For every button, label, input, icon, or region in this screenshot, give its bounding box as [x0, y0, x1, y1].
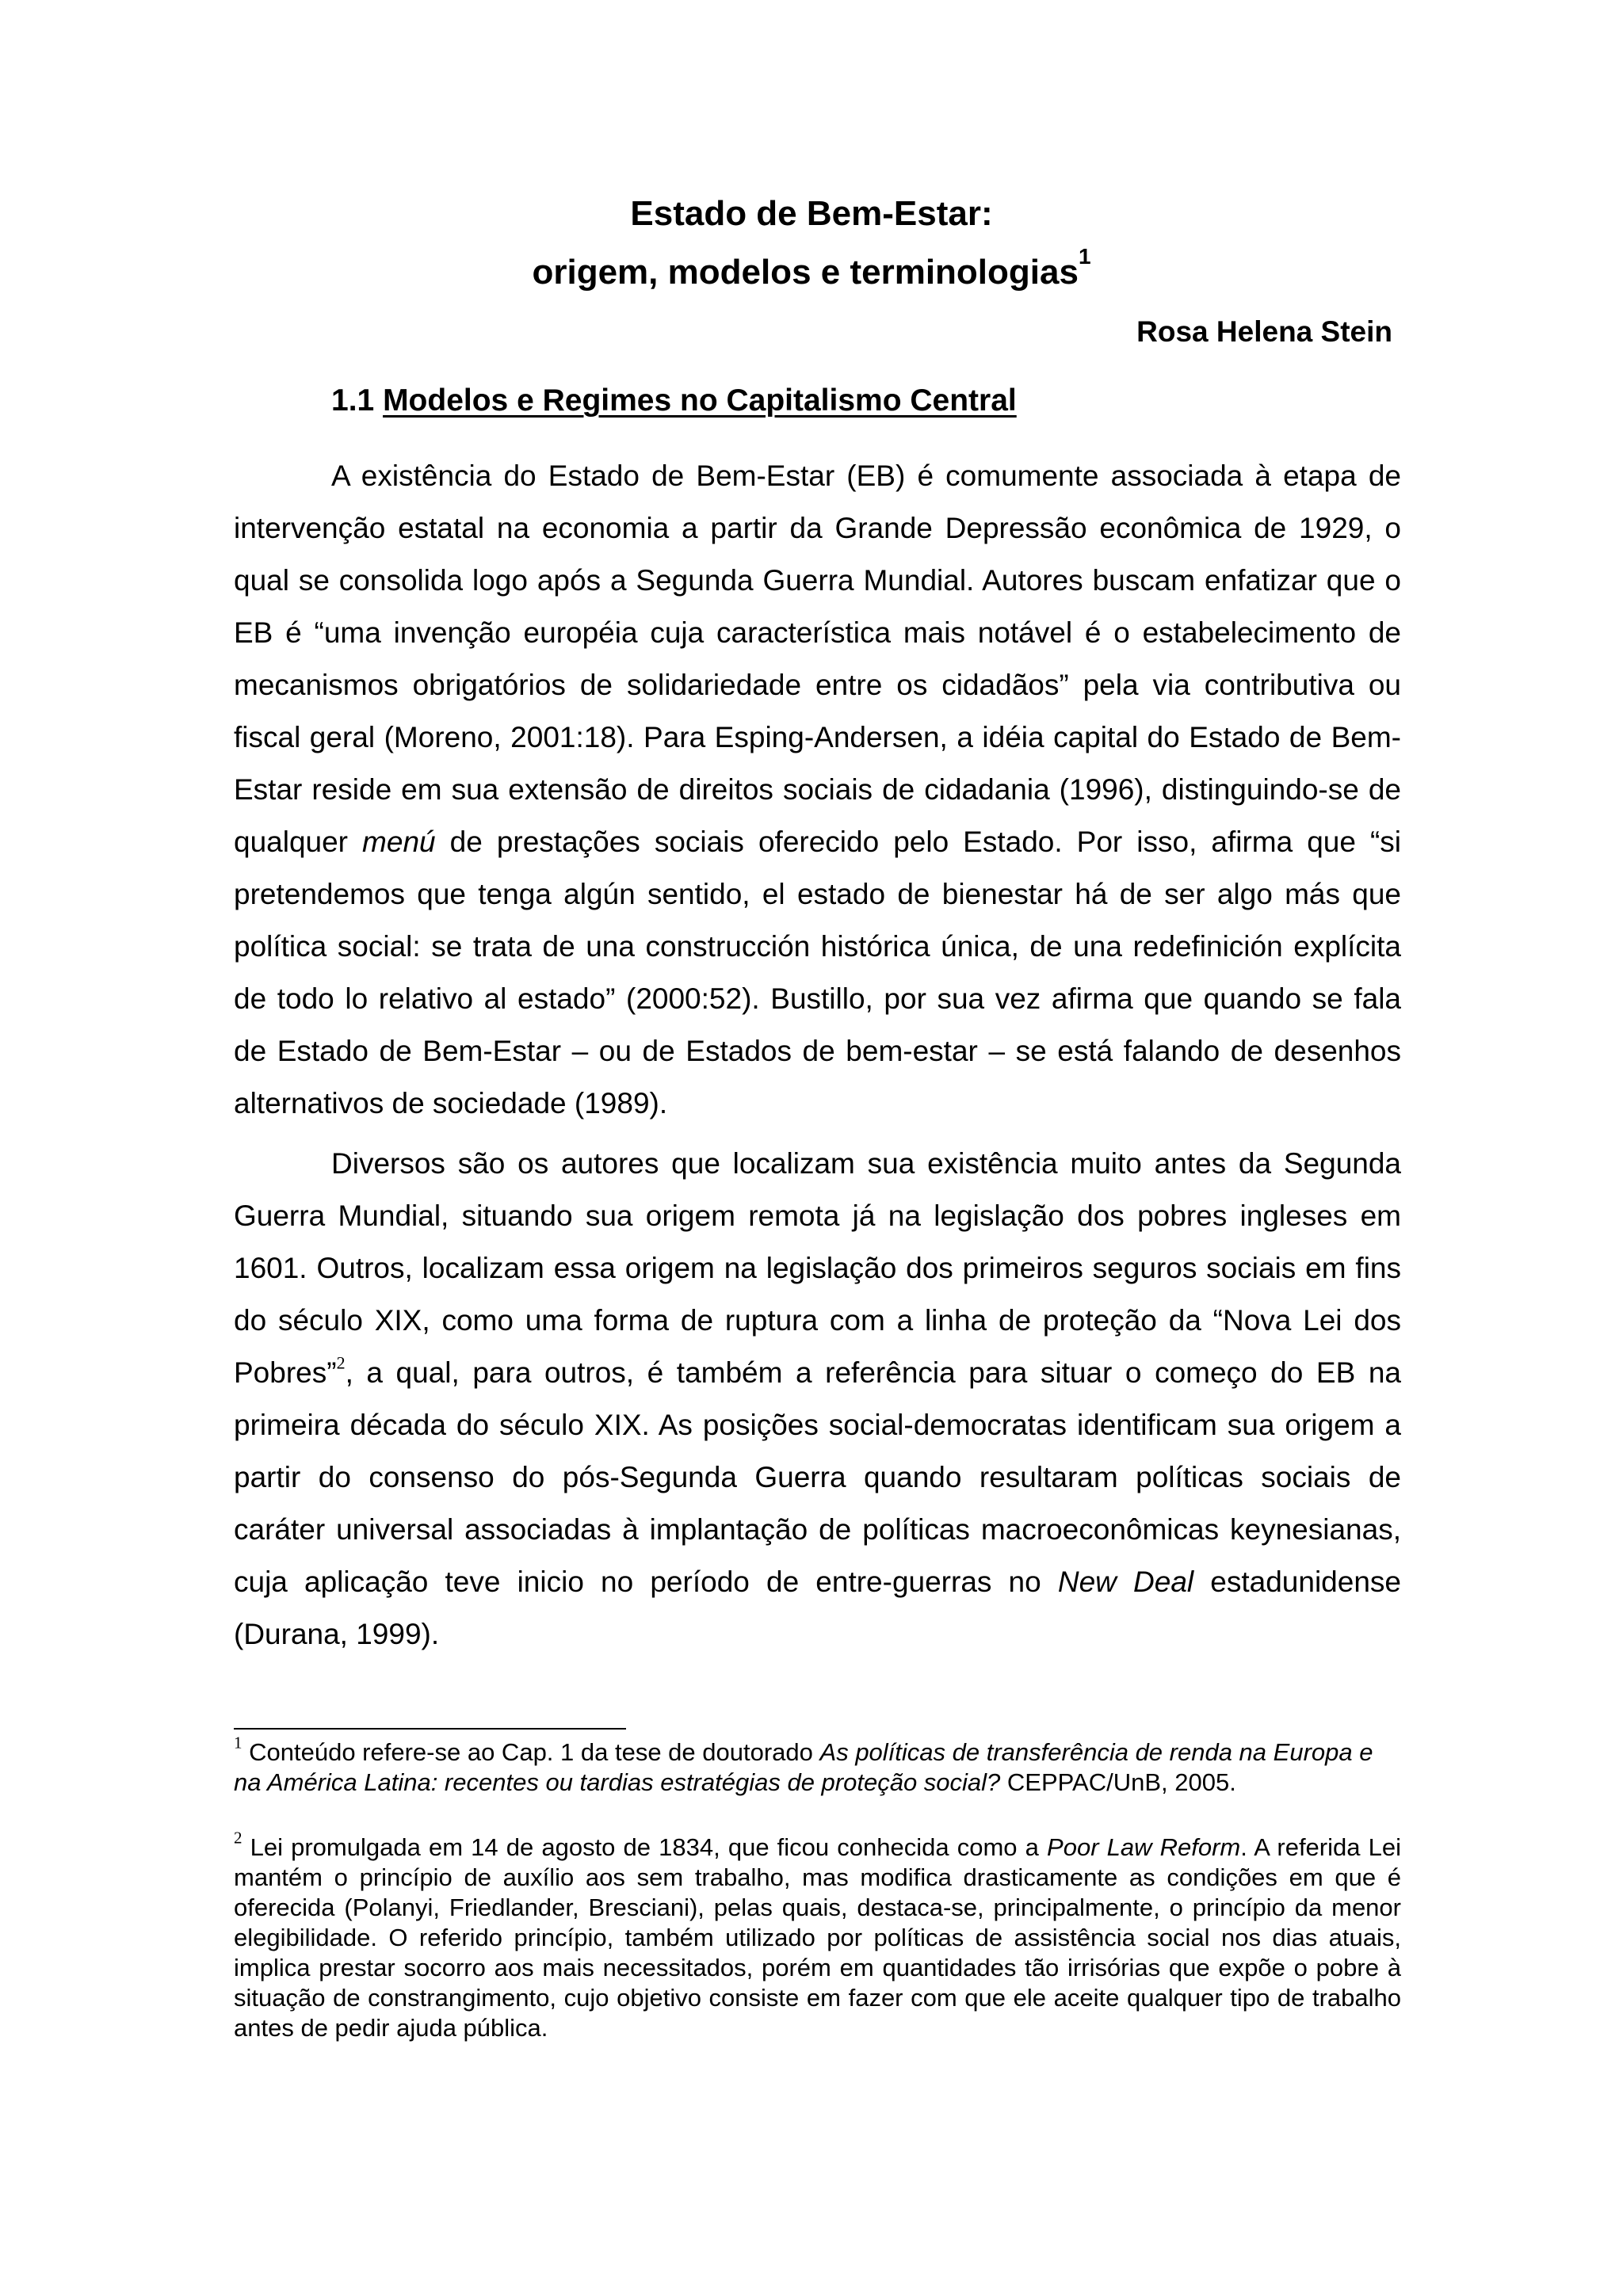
paragraph-1-text-b: de prestações sociais oferecido pelo Estado. Por isso, afirma que “si pretendemos que tenga algún sentido, el estado de bienestar há de ser algo más que política social: se trata de una construcción histórica única, de una redefinición explícita de todo lo relativo al estado” (2000:52). Bustillo, por sua vez afirma que quando se fala de Estado de Bem-Estar – ou de Estados de bem-estar – se está falando de desenhos alternativos de sociedade (1989). [234, 826, 1402, 1119]
title-line-2 [0, 243, 1623, 296]
paragraph-2-text-a: Diversos são os autores que localizam sua existência muito antes da Segunda Guerra Mundial, situando sua origem remota já na legislação dos pobres ingleses em 1601. Outros, localizam essa origem na legislação dos primeiros seguros sociais em fins do século XIX, como uma forma de ruptura com a linha de proteção da “Nova Lei dos Pobres” [234, 1147, 1401, 1389]
footnote-2-text-a: Lei promulgada em 14 de agosto de 1834, que ficou conhecida como a [250, 1833, 1039, 1861]
paragraph-2-text-c: estadunidense (Durana, 1999). [234, 1566, 1401, 1650]
section-number: 1.1 [331, 383, 375, 418]
footnote-ref-2: 2 [336, 1352, 346, 1373]
footnote-1-number: 1 [234, 1733, 242, 1753]
author-name: Rosa Helena Stein [1136, 315, 1392, 348]
title-line-1-text: Estado de Bem-Estar: [630, 194, 993, 233]
paragraph-1-emphasis: menú [362, 826, 436, 858]
paragraph-2-emphasis: New Deal [1057, 1566, 1194, 1598]
title-line-2-text: origem, modelos e terminologias [532, 253, 1079, 292]
footnote-2 [234, 1828, 1401, 2043]
footnote-1 [234, 1733, 1401, 1798]
paragraph-2-text-b: , a qual, para outros, é também a referência para situar o começo do EB na primeira década do século XIX. As posições social-democratas identificam sua origem a partir do consenso do pós-Segunda Guerra quando resultaram políticas sociais de caráter universal associadas à implantação de políticas macroeconômicas keynesianas, cuja aplicação teve inicio no período de entre-guerras no [234, 1356, 1401, 1598]
footnote-1-text-a: Conteúdo refere-se ao Cap. 1 da tese de doutorado [249, 1738, 813, 1766]
paragraph-1-text-a: A existência do Estado de Bem-Estar (EB) é comumente associada à etapa de intervenção estatal na economia a partir da Grande Depressão econômica de 1929, o qual se consolida logo após a Segunda Guerra Mundial. Autores buscam enfatizar que o EB é “uma invenção européia cuja característica mais notável é o estabelecimento de mecanismos obrigatórios de solidariedade entre os cidadãos” pela via contributiva ou fiscal geral (Moreno, 2001:18). Para Esping-Andersen, a idéia capital do Estado de Bem-Estar reside em sua extensão de direitos sociais de cidadania (1996), distinguindo-se de qualquer [234, 460, 1401, 858]
section-heading [331, 379, 1017, 423]
footnote-ref-1: 1 [1078, 243, 1091, 269]
footnote-2-number: 2 [234, 1828, 242, 1848]
body-paragraph-1 [234, 450, 1401, 1130]
footnote-1-emphasis: As políticas de transferência de renda na Europa e na América Latina: recentes ou tardias estratégias de proteção social? [234, 1738, 1373, 1796]
footnote-1-text-b: CEPPAC/UnB, 2005. [1006, 1768, 1236, 1796]
footnote-2-emphasis: Poor Law Reform [1047, 1833, 1241, 1861]
footnote-2-text-b: . A referida Lei mantém o princípio de auxílio aos sem trabalho, mas modifica drasticamente as condições em que é oferecida (Polanyi, Friedlander, Bresciani), pelas quais, destaca-se, principalmente, o princípio da menor elegibilidade. O referido princípio, também utilizado por políticas de assistência social nos dias atuais, implica prestar socorro aos mais necessitados, porém em quantidades tão irrisórias que expõe o pobre à situação de constrangimento, cujo objetivo consiste em fazer com que ele aceite qualquer tipo de trabalho antes de pedir ajuda pública. [234, 1833, 1401, 2042]
body-paragraph-2 [234, 1138, 1401, 1661]
title-line-1 [0, 190, 1623, 238]
section-title: Modelos e Regimes no Capitalismo Central [383, 383, 1017, 418]
footnote-separator [234, 1728, 626, 1730]
